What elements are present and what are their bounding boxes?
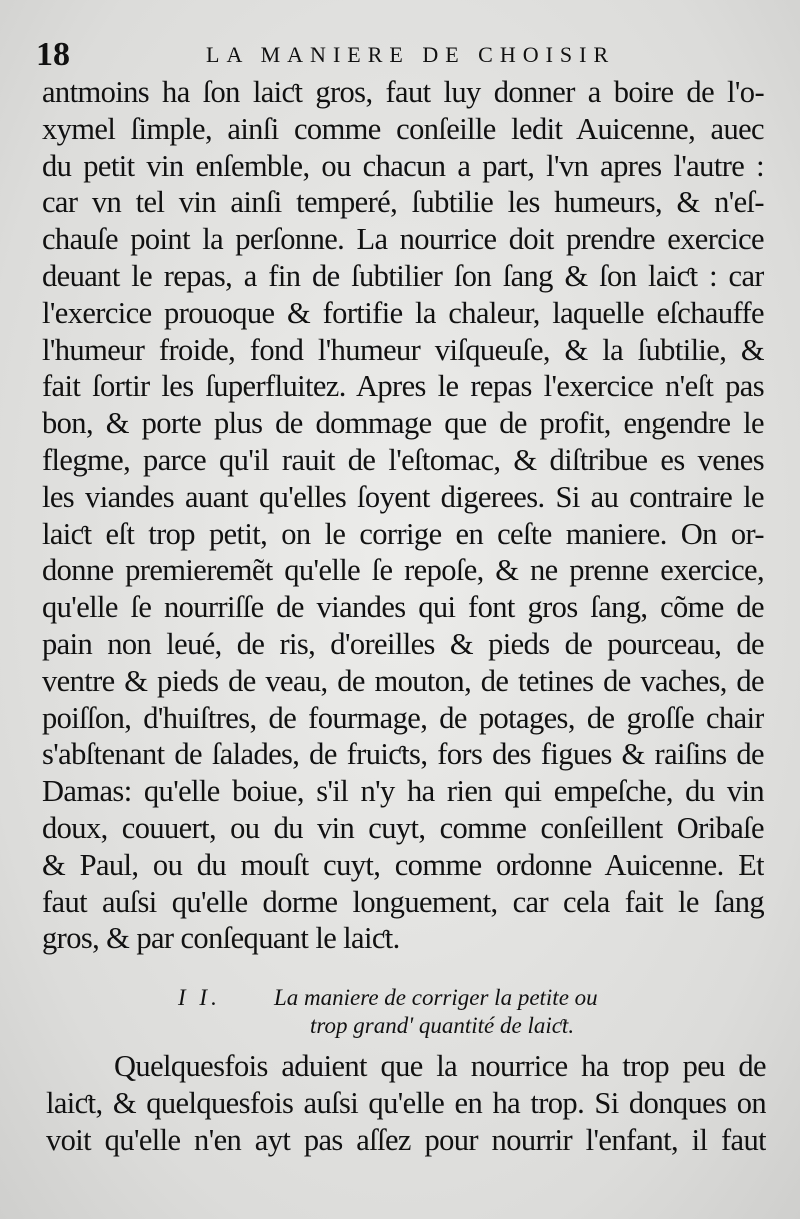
text-line: qu'elle ſe nourriſſe de viandes qui font gros ſang, cõme de — [42, 590, 764, 625]
text-line: laiƈt eſt trop petit, on le corrige en ceſte maniere. On or- — [42, 516, 764, 551]
text-line: voit qu'elle n'en ayt pas aſſez pour nourrir l'enfant, il faut — [46, 1122, 766, 1157]
text-line: laiƈt, & quelquesfois auſsi qu'elle en ha trop. Si donques on — [46, 1085, 766, 1120]
text-line: donne premieremẽt qu'elle ſe repoſe, & ne prenne exercice, — [42, 553, 764, 588]
section-number: I I. — [178, 985, 221, 1010]
paragraph-2 — [46, 1048, 766, 1158]
text-line: pain non leué, de ris, d'oreilles & pieds de pourceau, de — [42, 626, 764, 661]
section-title-line-2: trop grand' quantité de laiƈt. — [310, 1013, 575, 1038]
page-number: 18 — [36, 36, 70, 73]
text-line: antmoins ha ſon laiƈt gros, faut luy donner a boire de l'o- — [42, 75, 764, 109]
text-line: doux, couuert, ou du vin cuyt, comme conſeillent Oribaſe — [42, 810, 764, 845]
running-head: LA MANIERE DE CHOISIR — [206, 42, 616, 67]
text-line: Damas: qu'elle boiue, s'il n'y ha rien qui empeſche, du vin — [42, 774, 764, 809]
text-line: fait ſortir les ſuperfluitez. Apres le repas l'exercice n'eſt pas — [42, 369, 764, 404]
text-line: l'humeur froide, fond l'humeur viſqueuſe, & la ſubtilie, & — [42, 332, 764, 367]
text-line: du petit vin enſemble, ou chacun a part, l'vn apres l'autre : — [42, 148, 764, 183]
text-line: & Paul, ou du mouſt cuyt, comme ordonne Auicenne. Et — [42, 847, 764, 882]
text-line: chauſe point la perſonne. La nourrice doit prendre exercice — [42, 222, 764, 257]
text-line: ventre & pieds de veau, de mouton, de tetines de vaches, de — [42, 663, 764, 698]
text-line: poiſſon, d'huiſtres, de fourmage, de potages, de groſſe chair — [42, 700, 764, 735]
text-line: bon, & porte plus de dommage que de profit, engendre le — [42, 406, 764, 441]
text-line: deuant le repas, a fin de ſubtilier ſon ſang & ſon laiƈt : car — [42, 258, 764, 293]
text-line-last: gros, & par conſequant le laiƈt. — [42, 921, 400, 956]
text-line: xymel ſimple, ainſi comme conſeille ledit Auicenne, auec — [42, 111, 764, 146]
text-line: les viandes auant qu'elles ſoyent digerees. Si au contraire le — [42, 479, 764, 514]
text-line: flegme, parce qu'il rauit de l'eſtomac, & diſtribue es venes — [42, 442, 764, 477]
body-text — [42, 74, 764, 957]
text-line: l'exercice prouoque & fortifie la chaleur, laquelle eſchauffe — [42, 295, 764, 330]
section-title-line-1: La maniere de corriger la petite ou — [274, 985, 598, 1010]
text-line: faut auſsi qu'elle dorme longuement, car cela fait le ſang — [42, 884, 764, 919]
text-line: car vn tel vin ainſi temperé, ſubtilie les humeurs, & n'eſ- — [42, 185, 764, 220]
text-line-first: Quelquesfois aduient que la nourrice ha trop peu de — [114, 1049, 766, 1083]
text-line: s'abſtenant de ſalades, de fruiƈts, fors des figues & raiſins de — [42, 737, 764, 772]
page-header — [36, 34, 766, 76]
